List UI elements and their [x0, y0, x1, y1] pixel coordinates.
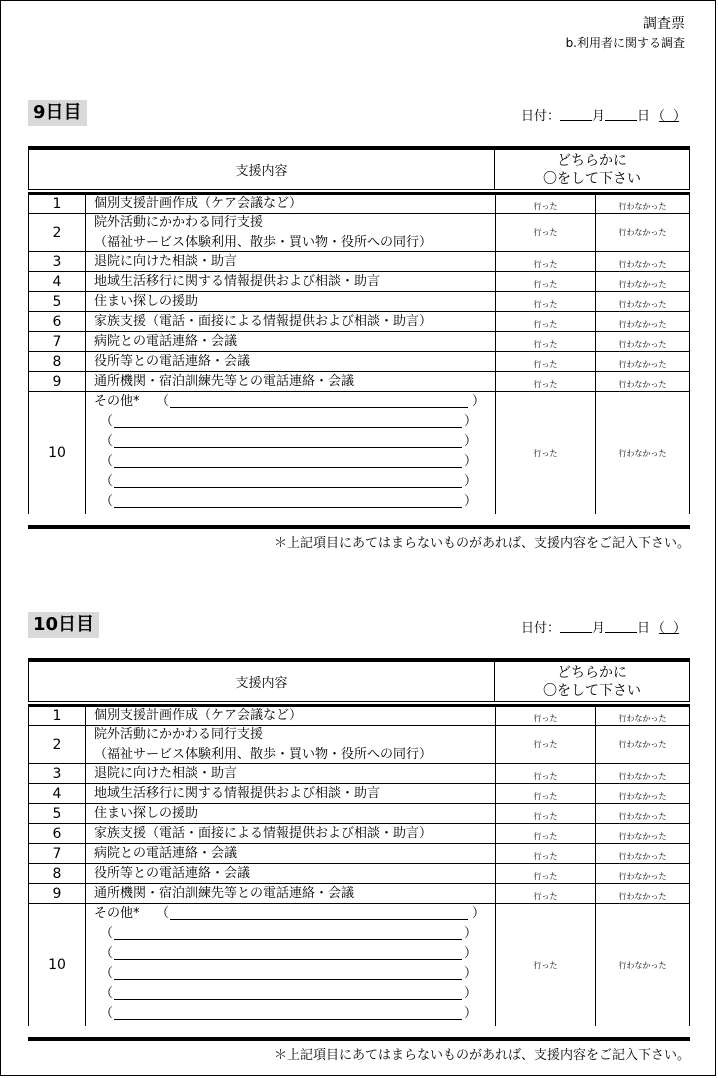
date-field[interactable] — [521, 105, 688, 124]
row-number: 4 — [29, 272, 86, 291]
table-row — [29, 844, 689, 864]
paren-open: （ — [156, 394, 170, 409]
row-text-line: 通所機関・宿泊訓練先等との電話連絡・会議 — [94, 373, 355, 389]
other-label: その他* — [94, 394, 140, 409]
header-choice-line1: どちらかに — [557, 152, 627, 169]
paren-open: （ — [100, 1006, 114, 1021]
day-section — [28, 612, 692, 1072]
other-line — [94, 392, 495, 412]
other-write-line[interactable] — [114, 979, 462, 980]
option-done[interactable]: 行った — [496, 195, 596, 213]
table-row — [29, 884, 689, 904]
row-content — [86, 844, 496, 863]
other-line — [94, 984, 495, 1004]
table-row — [29, 804, 689, 824]
option-done[interactable]: 行った — [496, 726, 596, 763]
table-row — [29, 292, 689, 312]
date-field[interactable] — [521, 617, 688, 636]
paren-open: （ — [651, 109, 665, 124]
row-number: 8 — [29, 352, 86, 371]
option-not-done[interactable]: 行わなかった — [618, 202, 667, 211]
row-content-other — [86, 392, 496, 514]
row-number: 9 — [29, 884, 86, 903]
table-row — [29, 272, 689, 292]
table-row — [29, 352, 689, 372]
row-number: 7 — [29, 332, 86, 351]
paren-open: （ — [100, 494, 114, 509]
option-not-done[interactable]: 行わなかった — [618, 380, 667, 389]
document-title: 調査票 — [643, 16, 685, 32]
other-write-line[interactable] — [114, 959, 462, 960]
other-write-line[interactable] — [114, 939, 462, 940]
other-write-line[interactable] — [114, 487, 462, 488]
paren-close: ） — [472, 906, 486, 921]
date-prefix: 日付： — [520, 109, 560, 124]
weekday-blank[interactable] — [650, 105, 688, 124]
option-done[interactable]: 行った — [496, 764, 596, 783]
other-line — [94, 924, 495, 944]
document-subtitle: b.利用者に関する調査 — [565, 36, 685, 50]
table-row — [29, 707, 689, 726]
option-not-done[interactable]: 行わなかった — [618, 340, 667, 349]
paren-close: ） — [464, 454, 478, 469]
row-text-line: 家族支援（電話・面接による情報提供および相談・助言） — [94, 313, 433, 329]
table-bottom-rule — [28, 1037, 690, 1041]
option-not-done[interactable]: 行わなかった — [618, 300, 667, 309]
paren-close: ） — [673, 621, 687, 636]
other-line — [94, 964, 495, 984]
other-write-line[interactable] — [114, 467, 462, 468]
other-line — [94, 1004, 495, 1024]
other-line — [94, 412, 495, 432]
option-not-done[interactable]: 行わなかった — [618, 832, 667, 841]
table-row — [29, 372, 689, 392]
header-choice-line1: どちらかに — [557, 664, 627, 681]
paren-open: （ — [100, 986, 114, 1001]
paren-close: ） — [673, 109, 687, 124]
paren-open: （ — [100, 414, 114, 429]
row-number: 8 — [29, 864, 86, 883]
table-row — [29, 824, 689, 844]
option-done[interactable]: 行った — [496, 352, 596, 371]
header-choice-line2: 〇をして下さい — [543, 170, 641, 187]
row-text-line: 役所等との電話連絡・会議 — [94, 865, 251, 881]
option-not-done[interactable]: 行わなかった — [618, 792, 667, 801]
row-content — [86, 864, 496, 883]
footnote: ＊上記項目にあてはまらないものがあれば、支援内容をご記入下さい。 — [273, 536, 690, 551]
paren-close: ） — [464, 474, 478, 489]
row-text-line: 役所等との電話連絡・会議 — [94, 353, 251, 369]
option-done[interactable]: 行った — [496, 372, 596, 391]
date-prefix: 日付： — [520, 621, 560, 636]
row-content — [86, 372, 496, 391]
option-not-done[interactable]: 行わなかった — [618, 280, 667, 289]
table-row-other — [29, 392, 689, 514]
option-not-done[interactable]: 行わなかった — [618, 260, 667, 269]
row-content — [86, 884, 496, 903]
table-header — [28, 150, 690, 190]
table-row — [29, 332, 689, 352]
option-done[interactable]: 行った — [496, 784, 596, 803]
day-section — [28, 100, 692, 560]
row-content — [86, 352, 496, 371]
option-not-done[interactable]: 行わなかった — [618, 448, 667, 458]
row-text-line: 病院との電話連絡・会議 — [94, 333, 238, 349]
row-number: 1 — [29, 195, 86, 213]
row-content — [86, 252, 496, 271]
option-done[interactable]: 行った — [496, 272, 596, 291]
row-number: 2 — [29, 726, 86, 763]
other-write-line[interactable] — [114, 447, 462, 448]
day-blank[interactable] — [605, 109, 637, 121]
paren-close: ） — [464, 946, 478, 961]
row-number: 3 — [29, 252, 86, 271]
table-row — [29, 864, 689, 884]
paren-close: ） — [464, 414, 478, 429]
option-done[interactable]: 行った — [496, 252, 596, 271]
option-not-done[interactable]: 行わなかった — [618, 812, 667, 821]
row-number: 5 — [29, 804, 86, 823]
paren-close: ） — [464, 966, 478, 981]
option-not-done[interactable]: 行わなかった — [618, 772, 667, 781]
row-number: 10 — [29, 392, 86, 514]
header-content: 支援内容 — [29, 662, 495, 701]
option-done[interactable]: 行った — [496, 844, 596, 863]
month-blank[interactable] — [560, 621, 592, 633]
option-done[interactable]: 行った — [496, 824, 596, 843]
row-content-other — [86, 904, 496, 1026]
paren-close: ） — [464, 986, 478, 1001]
other-write-line[interactable] — [114, 999, 462, 1000]
other-line — [94, 944, 495, 964]
month-label: 月 — [591, 621, 605, 636]
row-number: 6 — [29, 824, 86, 843]
other-write-line[interactable] — [114, 507, 462, 508]
row-text-line: 退院に向けた相談・助言 — [94, 765, 238, 781]
support-table — [28, 707, 690, 1026]
row-number: 2 — [29, 214, 86, 251]
option-not-done[interactable]: 行わなかった — [618, 320, 667, 329]
row-content — [86, 824, 496, 843]
option-not-done[interactable]: 行わなかった — [618, 892, 667, 901]
table-row — [29, 252, 689, 272]
paren-close: ） — [464, 494, 478, 509]
row-number: 9 — [29, 372, 86, 391]
row-content — [86, 726, 496, 763]
row-text-line: 個別支援計画作成（ケア会議など） — [94, 708, 303, 723]
weekday-blank[interactable] — [650, 617, 688, 636]
row-content — [86, 312, 496, 331]
paren-close: ） — [464, 926, 478, 941]
other-line — [94, 492, 495, 512]
table-header — [28, 662, 690, 702]
paren-open: （ — [156, 906, 170, 921]
row-text-line: 住まい探しの援助 — [94, 293, 199, 309]
row-content — [86, 332, 496, 351]
row-content — [86, 707, 496, 725]
row-text-line: 通所機関・宿泊訓練先等との電話連絡・会議 — [94, 885, 355, 901]
table-bottom-rule — [28, 525, 690, 529]
table-row — [29, 784, 689, 804]
row-text-line: 院外活動にかかわる同行支援 — [94, 214, 264, 230]
other-write-line[interactable] — [114, 427, 462, 428]
option-done[interactable]: 行った — [496, 804, 596, 823]
option-done[interactable]: 行った — [496, 884, 596, 903]
other-write-line[interactable] — [170, 407, 468, 408]
day-label: 9日目 — [28, 100, 87, 126]
paren-close: ） — [464, 1006, 478, 1021]
row-text-line: 地域生活移行に関する情報提供および相談・助言 — [94, 785, 381, 801]
option-done[interactable]: 行った — [496, 292, 596, 311]
row-text-line: 家族支援（電話・面接による情報提供および相談・助言） — [94, 825, 433, 841]
row-text-line: 地域生活移行に関する情報提供および相談・助言 — [94, 273, 381, 289]
paren-open: （ — [651, 621, 665, 636]
other-line — [94, 904, 495, 924]
row-text-line: 病院との電話連絡・会議 — [94, 845, 238, 861]
day-label: 10日目 — [28, 612, 99, 638]
option-done[interactable]: 行った — [496, 332, 596, 351]
paren-close: ） — [472, 394, 486, 409]
paren-open: （ — [100, 946, 114, 961]
header-content: 支援内容 — [29, 150, 495, 189]
row-content — [86, 272, 496, 291]
table-row — [29, 214, 689, 252]
row-content — [86, 214, 496, 251]
table-row — [29, 764, 689, 784]
option-not-done[interactable]: 行わなかった — [618, 872, 667, 881]
header-choice — [495, 662, 689, 701]
day-label-text: 日 — [636, 621, 650, 636]
option-not-done[interactable]: 行わなかった — [618, 360, 667, 369]
day-blank[interactable] — [605, 621, 637, 633]
row-content — [86, 292, 496, 311]
row-content — [86, 784, 496, 803]
footnote: ＊上記項目にあてはまらないものがあれば、支援内容をご記入下さい。 — [273, 1048, 690, 1063]
other-write-line[interactable] — [114, 1019, 462, 1020]
paren-open: （ — [100, 926, 114, 941]
option-done[interactable]: 行った — [496, 312, 596, 331]
option-not-done[interactable]: 行わなかった — [618, 960, 667, 970]
option-done[interactable]: 行った — [496, 392, 596, 514]
day-label-text: 日 — [636, 109, 650, 124]
option-not-done[interactable]: 行わなかった — [618, 740, 667, 749]
table-row-other — [29, 904, 689, 1026]
table-row — [29, 726, 689, 764]
row-text-line: 院外活動にかかわる同行支援 — [94, 726, 264, 742]
other-label: その他* — [94, 906, 140, 921]
option-not-done[interactable]: 行わなかった — [618, 852, 667, 861]
row-number: 7 — [29, 844, 86, 863]
row-content — [86, 804, 496, 823]
row-text-line: 個別支援計画作成（ケア会議など） — [94, 196, 303, 211]
table-row — [29, 195, 689, 214]
month-label: 月 — [591, 109, 605, 124]
header-choice — [495, 150, 689, 189]
other-line — [94, 452, 495, 472]
row-text-line: 退院に向けた相談・助言 — [94, 253, 238, 269]
paren-open: （ — [100, 454, 114, 469]
row-content — [86, 195, 496, 213]
row-number: 4 — [29, 784, 86, 803]
table-row — [29, 312, 689, 332]
row-number: 5 — [29, 292, 86, 311]
paren-close: ） — [464, 434, 478, 449]
option-done[interactable]: 行った — [496, 707, 596, 725]
option-not-done[interactable]: 行わなかった — [618, 228, 667, 237]
option-done[interactable]: 行った — [496, 214, 596, 251]
row-number: 1 — [29, 707, 86, 725]
other-write-line[interactable] — [170, 919, 468, 920]
paren-open: （ — [100, 474, 114, 489]
row-number: 10 — [29, 904, 86, 1026]
row-number: 6 — [29, 312, 86, 331]
option-done[interactable]: 行った — [496, 864, 596, 883]
row-number: 3 — [29, 764, 86, 783]
option-done[interactable]: 行った — [496, 904, 596, 1026]
other-line — [94, 432, 495, 452]
support-table — [28, 195, 690, 514]
option-not-done[interactable]: 行わなかった — [618, 714, 667, 723]
row-content — [86, 764, 496, 783]
paren-open: （ — [100, 966, 114, 981]
month-blank[interactable] — [560, 109, 592, 121]
paren-open: （ — [100, 434, 114, 449]
row-text-line: 住まい探しの援助 — [94, 805, 199, 821]
row-text-line: （福祉サービス体験利用、散歩・買い物・役所への同行） — [94, 746, 433, 762]
row-text-line: （福祉サービス体験利用、散歩・買い物・役所への同行） — [94, 234, 433, 250]
other-line — [94, 472, 495, 492]
header-choice-line2: 〇をして下さい — [543, 682, 641, 699]
